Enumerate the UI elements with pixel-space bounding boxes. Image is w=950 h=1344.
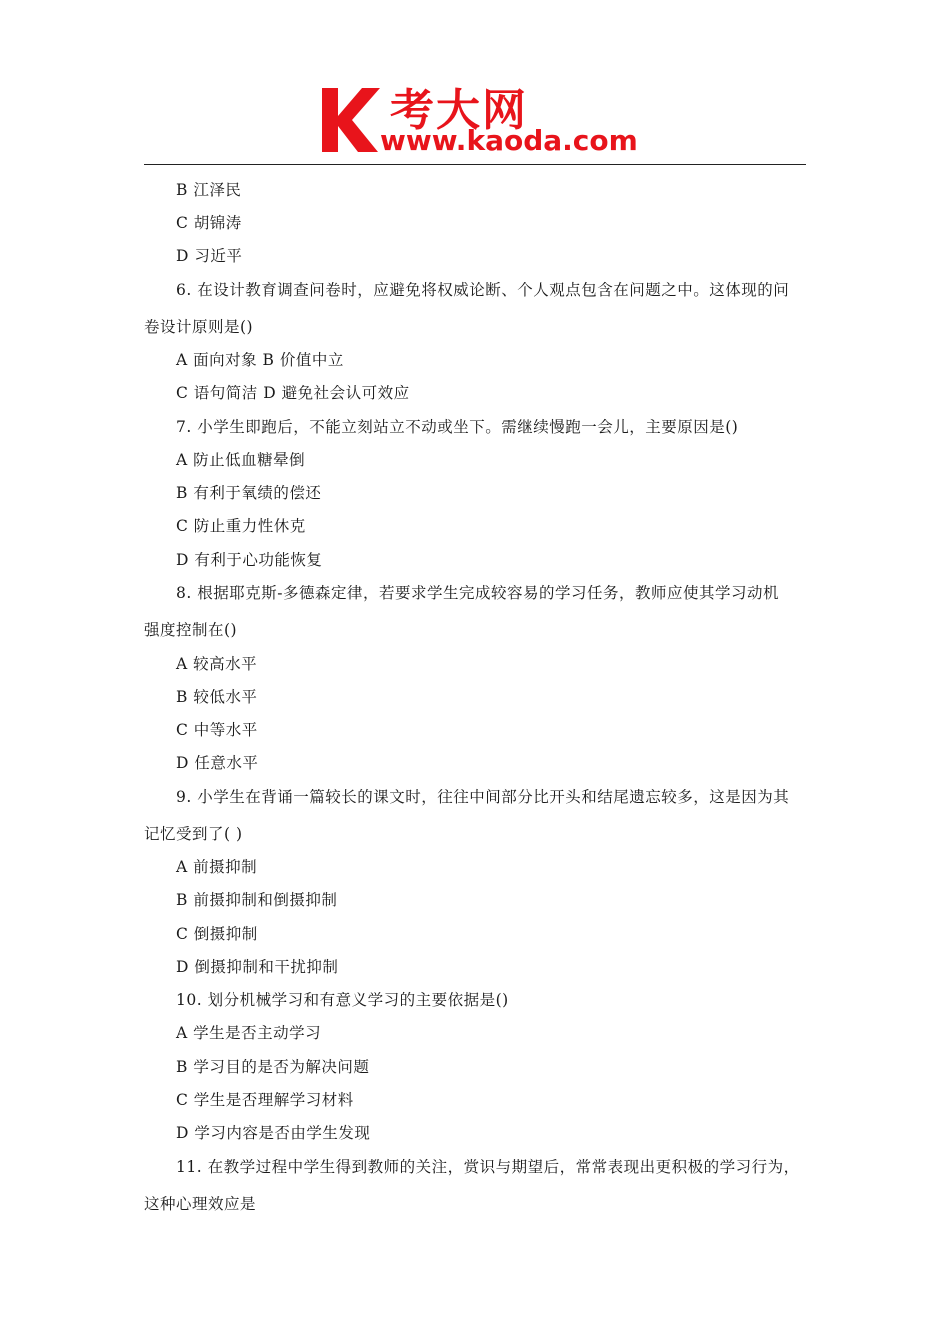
option-line: A 前摄抑制	[176, 858, 258, 876]
option-line: B 有利于氧绩的偿还	[176, 484, 322, 502]
question-line: 11. 在教学过程中学生得到教师的关注，赏识与期望后，常常表现出更积极的学习行为，	[176, 1158, 800, 1176]
question-continuation: 卷设计原则是()	[144, 318, 254, 336]
option-line: A 学生是否主动学习	[176, 1024, 322, 1042]
question-line: 7. 小学生即跑后，不能立刻站立不动或坐下。需继续慢跑一会儿，主要原因是()	[176, 418, 739, 436]
question-continuation: 记忆受到了( )	[144, 825, 243, 843]
question-line: 9. 小学生在背诵一篇较长的课文时，往往中间部分比开头和结尾遗忘较多，这是因为其	[176, 788, 790, 806]
logo-k-icon	[318, 82, 384, 156]
question-continuation: 强度控制在()	[144, 621, 238, 639]
question-continuation: 这种心理效应是	[144, 1195, 257, 1213]
option-line: C 中等水平	[176, 721, 258, 739]
option-line: D 学习内容是否由学生发现	[176, 1124, 371, 1142]
option-line: C 胡锦涛	[176, 214, 242, 232]
option-line: C 倒摄抑制	[176, 925, 258, 943]
option-line: A 防止低血糖晕倒	[176, 451, 306, 469]
option-line: D 习近平	[176, 247, 243, 265]
option-line: A 较高水平	[176, 655, 258, 673]
header-divider	[144, 164, 806, 165]
option-line: D 有利于心功能恢复	[176, 551, 323, 569]
option-line: B 江泽民	[176, 181, 242, 199]
site-logo[interactable]	[318, 78, 648, 160]
option-line: B 较低水平	[176, 688, 258, 706]
question-line: 6. 在设计教育调查问卷时，应避免将权威论断、个人观点包含在问题之中。这体现的问	[176, 281, 790, 299]
option-line: B 前摄抑制和倒摄抑制	[176, 891, 338, 909]
option-line: D 倒摄抑制和干扰抑制	[176, 958, 339, 976]
option-line: B 学习目的是否为解决问题	[176, 1058, 370, 1076]
question-line: 8. 根据耶克斯-多德森定律，若要求学生完成较容易的学习任务，教师应使其学习动机	[176, 584, 779, 602]
option-line: A 面向对象 B 价值中立	[176, 351, 344, 369]
option-line: C 防止重力性休克	[176, 517, 306, 535]
option-line: C 语句简洁 D 避免社会认可效应	[176, 384, 410, 402]
option-line: D 任意水平	[176, 754, 259, 772]
question-line: 10. 划分机械学习和有意义学习的主要依据是()	[176, 991, 509, 1009]
logo-chinese-text: 考大网	[390, 85, 528, 136]
option-line: C 学生是否理解学习材料	[176, 1091, 354, 1109]
logo-url-text: www.kaoda.com	[380, 124, 638, 157]
